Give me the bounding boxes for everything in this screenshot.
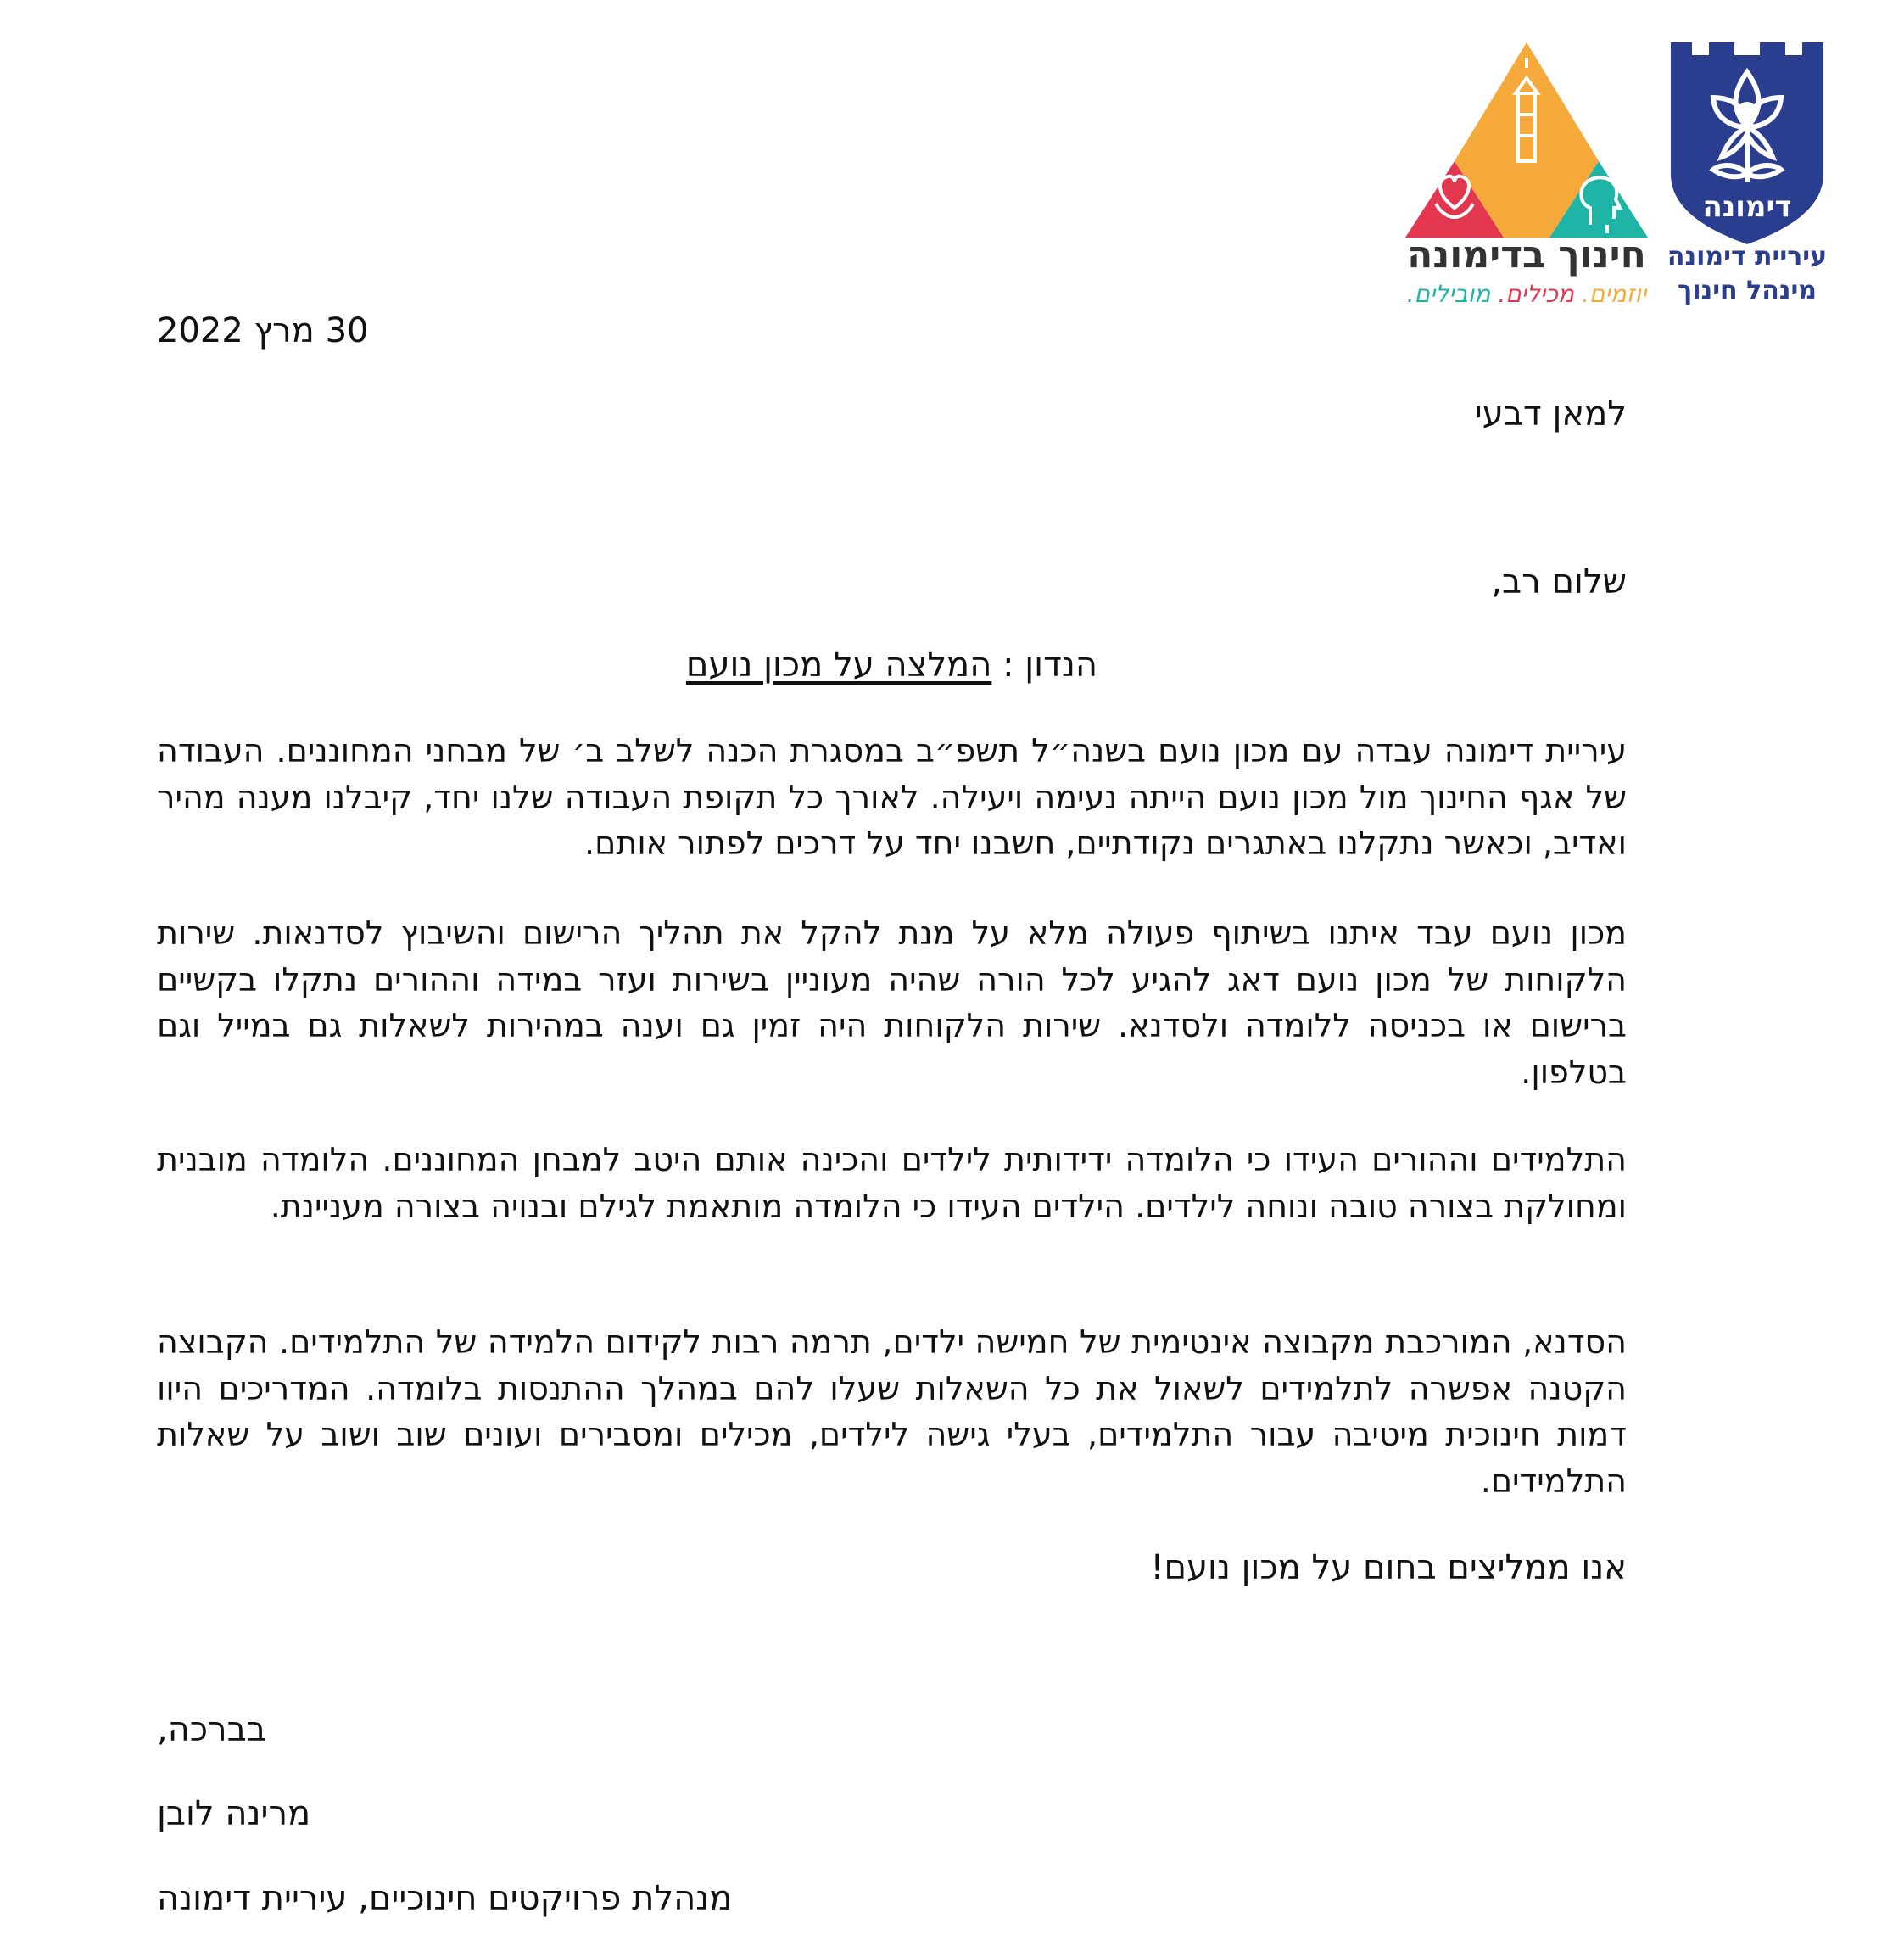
tagline-word-1: יוזמים. [1581, 280, 1647, 308]
signer-name: מרינה לובן [157, 1794, 311, 1833]
body-paragraph-4: הסדנא, המורכבת מקבוצה אינטימית של חמישה ילדים, תרמה רבות לקידום הלמידה של התלמידים. הקבוצה הקטנה אפשרה לתלמידים לשאול את כל השאלות שעלו להם במהלך ההתנסות בלומדה. המדריכים היוו דמות חינוכית מיטיבה עבור התלמידים, בעלי גישה לילדים, מכילים ומסבירים ועונים שוב ושוב על שאלות התלמידים. [157, 1323, 1627, 1500]
body-paragraph-3: התלמידים וההורים העידו כי הלומדה ידידותית לילדים והכינה אותם היטב למבחן המחוננים. הלומדה מובנית ומחולקת בצורה טובה ונוחה לילדים. הילדים העידו כי הלומדה מותאמת לגילם ובנויה בצורה מעניינת. [157, 1141, 1627, 1225]
tagline-word-2: מכילים. [1498, 280, 1575, 308]
body-paragraph-1: עיריית דימונה עבדה עם מכון נועם בשנה״ל תשפ״ב במסגרת הכנה לשלב ב׳ של מבחני המחוננים. העבודה של אגף החינוך מול מכון נועם הייתה נעימה ויעילה. לאורך כל תקופת העבודה שלנו יחד, קיבלנו מענה מהיר ואדיב, וכאשר נתקלנו באתגרים נקודתיים, חשבנו יחד על דרכים לפתור אותם. [157, 732, 1627, 862]
letter-date: 30 מרץ 2022 [157, 311, 369, 350]
education-logo-tagline [1404, 280, 1650, 309]
subject-line [157, 643, 1627, 687]
recommendation-closing: אנו ממליצים בחום על מכון נועם! [1150, 1548, 1627, 1587]
subject-value: המלצה על מכון נועם [685, 646, 992, 685]
sign-off: בברכה, [157, 1710, 266, 1749]
municipality-logo [1662, 34, 1832, 305]
greeting: שלום רב, [1491, 562, 1627, 601]
education-triangle-emblem [1404, 34, 1650, 238]
education-logo [1404, 34, 1650, 308]
crest-city-name: דימונה [1702, 190, 1792, 224]
tagline-word-3: מובילים. [1406, 280, 1491, 308]
subject-label: הנדון : [1002, 646, 1098, 685]
body-paragraph-2: מכון נועם עבד איתנו בשיתוף פעולה מלא על מנת להקל את תהליך הרישום והשיבוץ לסדנאות. שירות הלקוחות של מכון נועם דאג להגיע לכל הורה שהיה מעוניין בשירות ועזר במידה וההורים נתקלו בקשיים ברישום או בכניסה ללומדה ולסדנא. שירות הלקוחות היה זמין גם וענה במהירות לשאלות גם במייל וגם בטלפון. [157, 914, 1627, 1091]
signer-title: מנהלת פרויקטים חינוכיים, עיריית דימונה [157, 1879, 733, 1918]
dimona-crest-icon [1662, 34, 1832, 246]
municipality-name: עיריית דימונה [1667, 242, 1828, 271]
education-logo-title: חינוך בדימונה [1407, 233, 1646, 277]
municipality-department: מינהל חינוך [1677, 276, 1817, 305]
recipient-line: למאן דבעי [1474, 394, 1627, 433]
